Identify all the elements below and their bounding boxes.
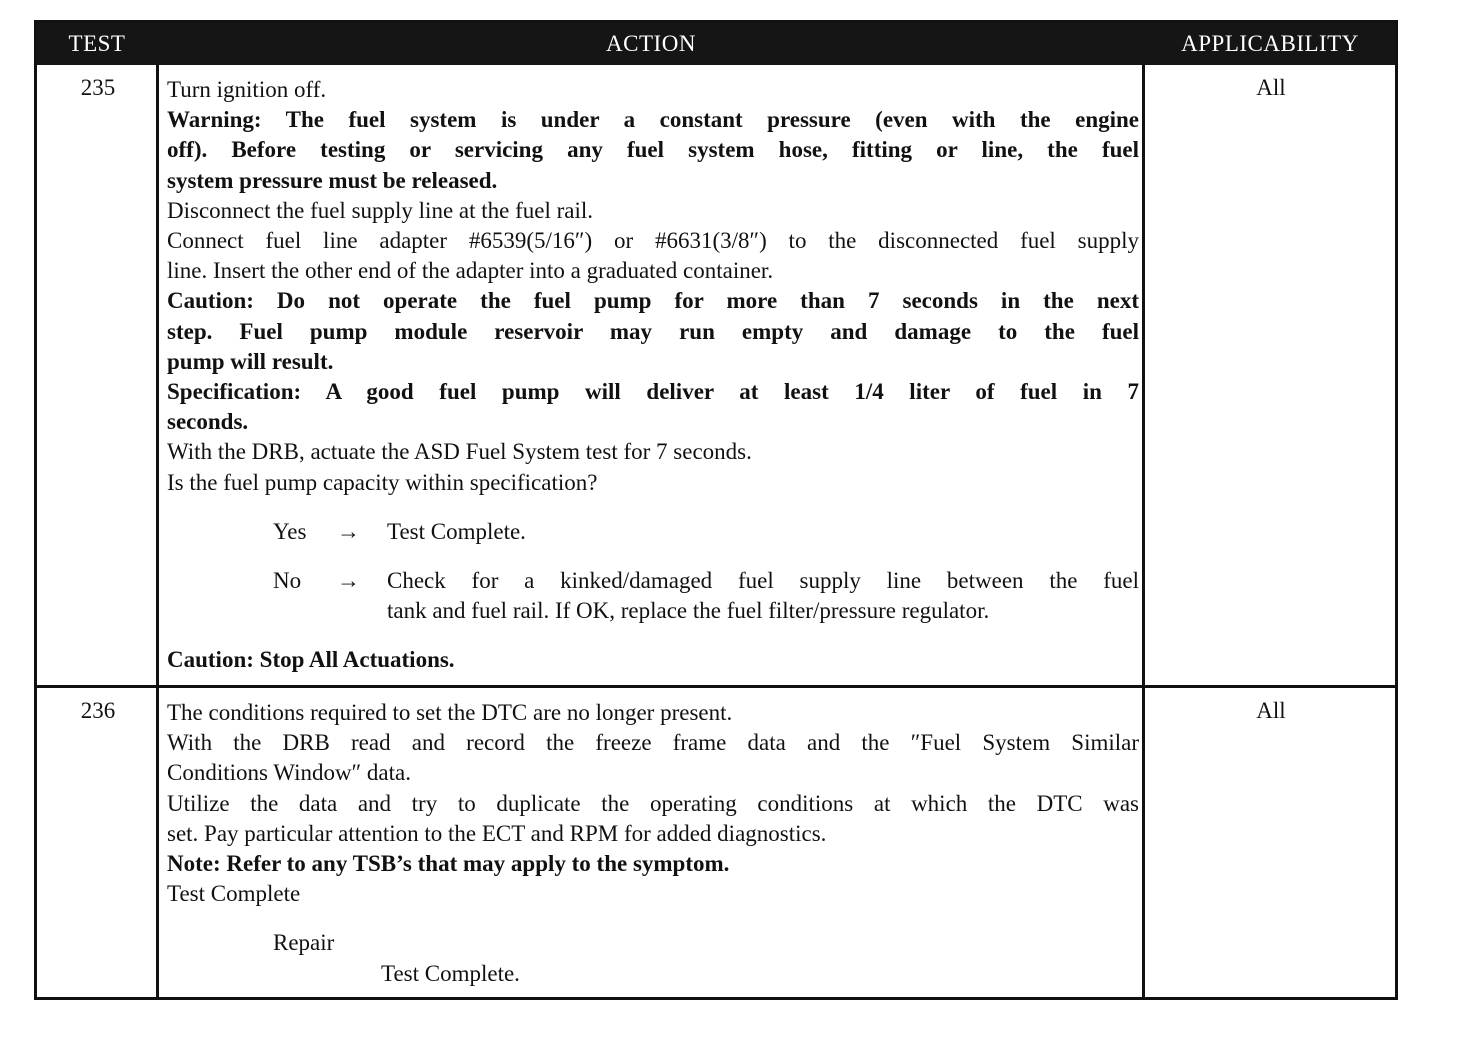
answer-yes-label: Yes — [273, 518, 307, 544]
action-text — [167, 698, 1139, 989]
specification-line: seconds. — [167, 409, 249, 435]
question-line: Is the fuel pump capacity within specification? — [167, 469, 598, 495]
action-line: Connect fuel line adapter #6539(5/16″) or #6631(3/8″) to the disconnected fuel supply — [167, 228, 1139, 254]
header-applicability: APPLICABILITY — [1181, 31, 1359, 56]
test-number: 235 — [80, 75, 116, 100]
caution-line: pump will result. — [167, 348, 334, 374]
answer-yes-text: Test Complete. — [387, 518, 526, 544]
action-line: With the DRB read and record the freeze frame data and the ″Fuel System Similar — [167, 730, 1139, 756]
answer-yes — [273, 517, 1139, 547]
action-line: Turn ignition off. — [167, 77, 327, 102]
answer-no-text: Check for a kinked/damaged fuel supply line between the fuel — [387, 568, 1139, 594]
arrow-right-icon: → — [337, 568, 360, 594]
table-row-235 — [37, 65, 1395, 685]
action-line: Utilize the data and try to duplicate the operating conditions at which the DTC was — [167, 790, 1139, 816]
arrow-right-icon: → — [337, 518, 360, 544]
action-text — [167, 75, 1139, 676]
warning-line: Warning: The fuel system is under a constant pressure (even with the engine — [167, 107, 1139, 133]
action-line: Conditions Window″ data. — [167, 760, 411, 786]
answer-no-label: No — [273, 568, 302, 594]
table-header — [37, 23, 1395, 65]
caution-line: step. Fuel pump module reservoir may run empty and damage to the fuel — [167, 318, 1139, 344]
action-line: line. Insert the other end of the adapter into a graduated container. — [167, 258, 774, 284]
action-line: set. Pay particular attention to the ECT and RPM for added diagnostics. — [167, 820, 827, 846]
answer-no — [273, 566, 1139, 626]
test-number: 236 — [80, 698, 116, 723]
action-line: With the DRB, actuate the ASD Fuel System test for 7 seconds. — [167, 439, 752, 465]
note-line: Note: Refer to any TSB’s that may apply to the symptom. — [167, 851, 730, 877]
warning-line: system pressure must be released. — [167, 167, 498, 193]
header-test: TEST — [68, 31, 126, 56]
warning-line: off). Before testing or servicing any fuel system hose, fitting or line, the fuel — [167, 137, 1139, 163]
repair-label: Repair — [273, 930, 335, 956]
applicability-value: All — [1256, 698, 1286, 723]
header-action: ACTION — [606, 31, 696, 56]
caution-line: Caution: Do not operate the fuel pump for more than 7 seconds in the next — [167, 288, 1139, 314]
specification-line: Specification: A good fuel pump will deliver at least 1/4 liter of fuel in 7 — [167, 379, 1139, 405]
action-line: The conditions required to set the DTC are no longer present. — [167, 700, 733, 725]
answer-no-text: tank and fuel rail. If OK, replace the fuel filter/pressure regulator. — [387, 598, 990, 624]
action-line: Test Complete — [167, 881, 301, 907]
final-caution: Caution: Stop All Actuations. — [167, 647, 455, 673]
repair-result: Test Complete. — [381, 960, 520, 986]
diagnostic-test-table — [34, 20, 1398, 1000]
applicability-value: All — [1256, 75, 1286, 100]
action-line: Disconnect the fuel supply line at the fuel rail. — [167, 197, 594, 223]
table-row-236 — [37, 688, 1395, 997]
